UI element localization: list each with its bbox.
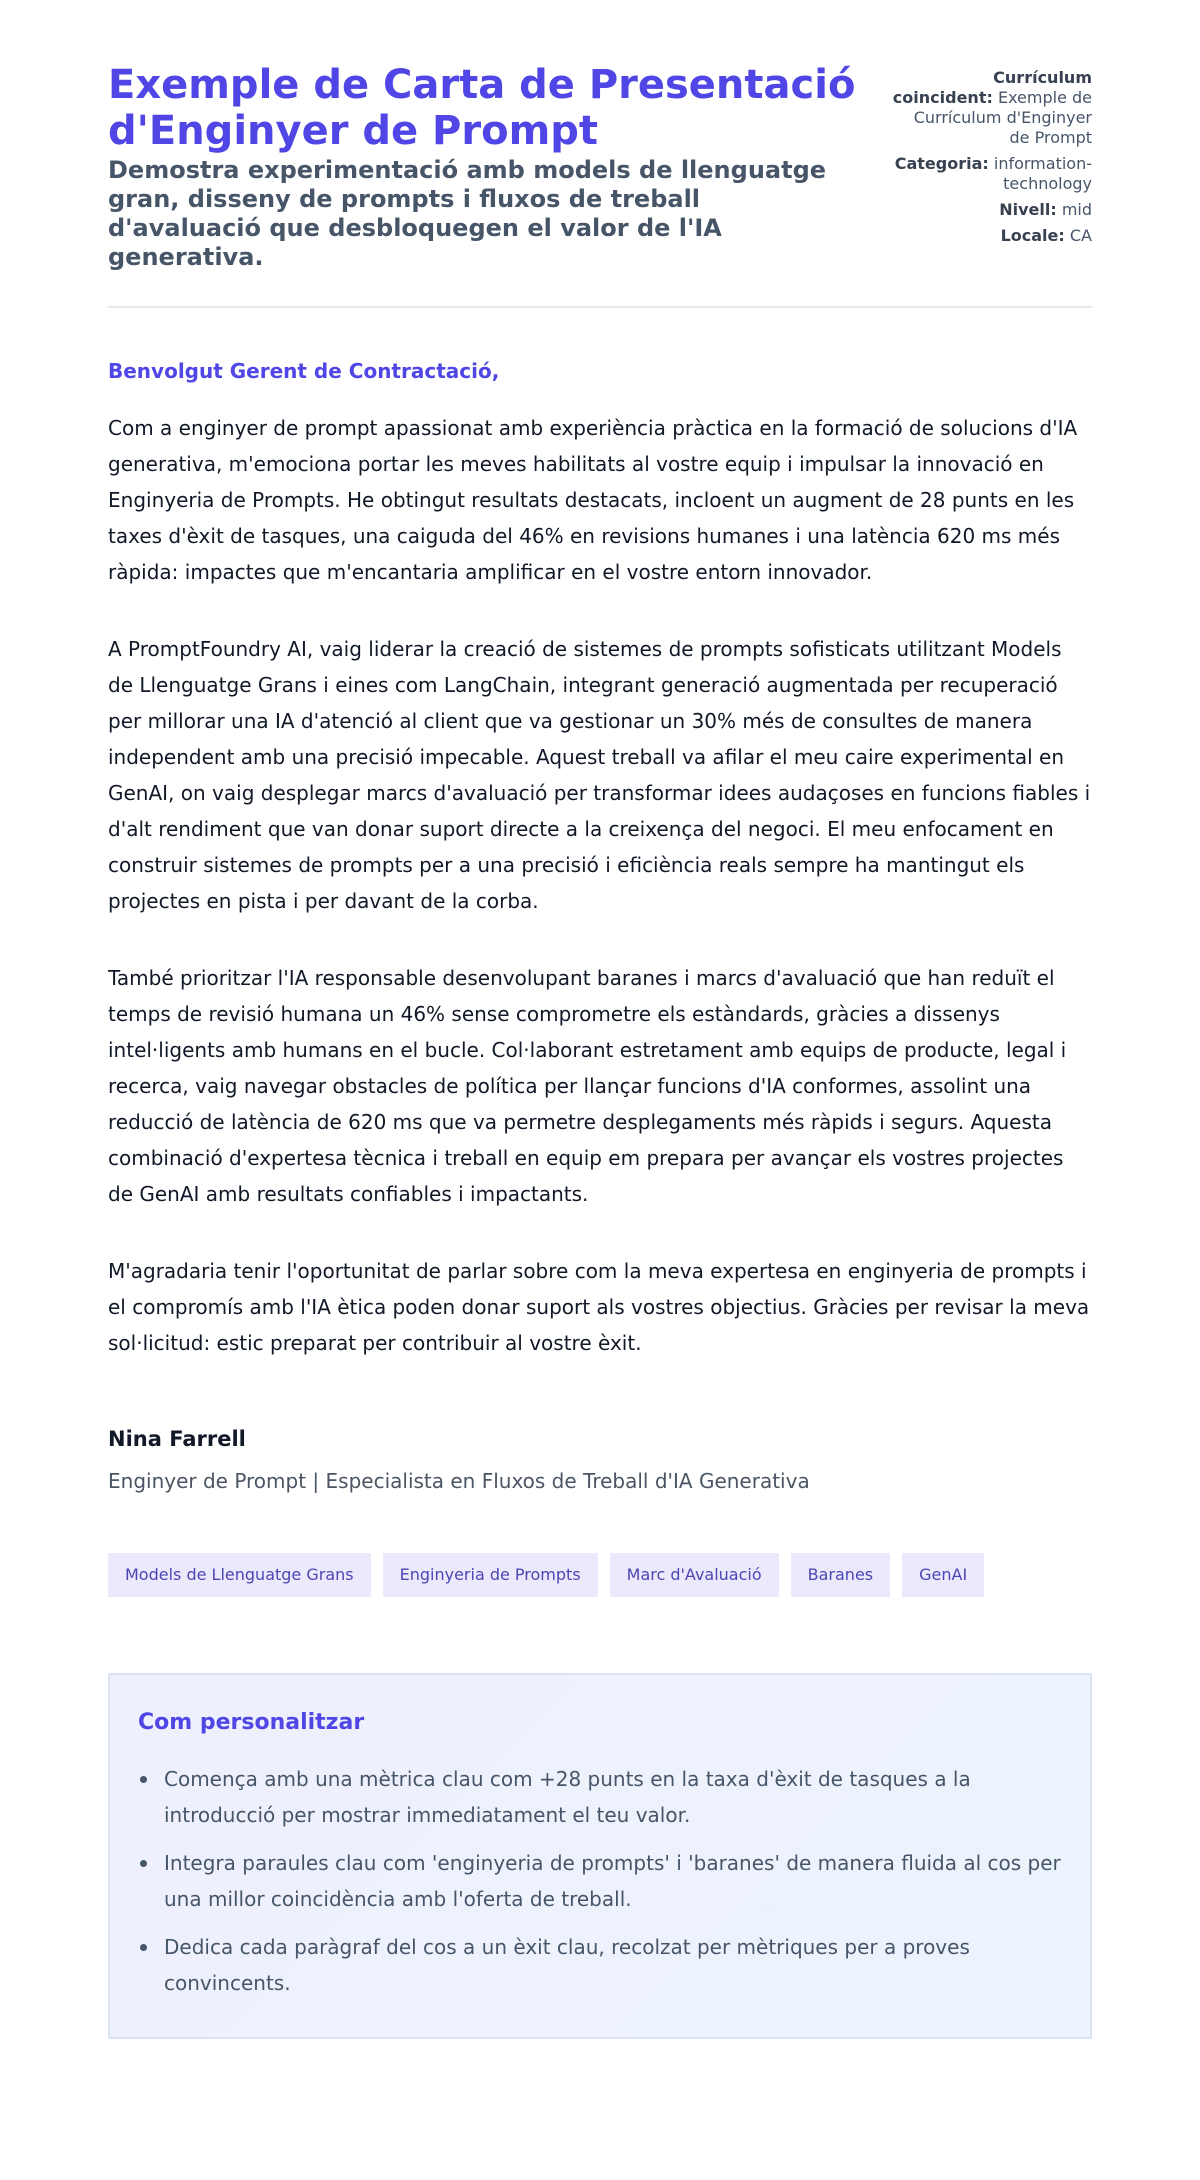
tip-item <box>138 1761 1062 1833</box>
body-paragraph-intro: Com a enginyer de prompt apassionat amb experiència pràctica en la formació de solucions d'IA generativa, m'emociona portar les meves habilitats al vostre equip i impulsar la innovació en Enginyeria de Prompts. He obtingut resultats destacats, incloent un augment de 28 punts en les taxes d'èxit de tasques, una caiguda del 46% en revisions humanes i una latència 620 ms més ràpida: impactes que m'encantaria amplificar en el vostre entorn innovador. <box>108 416 1078 584</box>
meta-matched-resume <box>892 68 1092 148</box>
tips-list <box>138 1761 1062 2001</box>
body-paragraph-responsible-ai: També prioritzar l'IA responsable desenvolupant baranes i marcs d'avaluació que han reduït el temps de revisió humana un 46% sense comprometre els estàndards, gràcies a dissenys intel·ligents amb humans en el bucle. Col·laborant estretament amb equips de producte, legal i recerca, vaig navegar obstacles de política per llançar funcions d'IA conformes, assolint una reducció de latència de 620 ms que va permetre desplegaments més ràpids i segurs. Aquesta combinació d'expertesa tècnica i treball en equip em prepara per avançar els vostres projectes de GenAI amb resultats confiables i impactants. <box>108 966 1067 1206</box>
signature-block <box>108 1425 1092 1495</box>
meta-category <box>892 154 1092 194</box>
tips-title: Com personalitzar <box>138 1710 365 1735</box>
letter-body <box>108 358 1092 1361</box>
meta-category-value: information-technology <box>993 154 1092 193</box>
customization-tips-box <box>108 1673 1092 2039</box>
bullet-icon <box>140 1860 147 1867</box>
page-title: Exemple de Carta de Presentació d'Enginyer de Prompt <box>108 62 856 154</box>
meta-category-label: Categoria: <box>894 154 989 173</box>
tag-evaluation-framework: Marc d'Avaluació <box>610 1553 779 1597</box>
meta-locale <box>892 226 1092 246</box>
body-paragraph-experience: A PromptFoundry AI, vaig liderar la creació de sistemes de prompts sofisticats utilitzant Models de Llenguatge Grans i eines com LangChain, integrant generació augmentada per recuperació per millorar una IA d'atenció al client que va gestionar un 30% més de consultes de manera independent amb una precisió impecable. Aquest treball va afilar el meu caire experimental en GenAI, on vaig desplegar marcs d'avaluació per transformar idees audaçoses en funcions fiables i d'alt rendiment que van donar suport directe a la creixença del negoci. El meu enfocament en construir sistemes de prompts per a una precisió i eficiència reals sempre ha mantingut els projectes en pista i per davant de la corba. <box>108 637 1091 913</box>
tip-text: Comença amb una mètrica clau com +28 punts en la taxa d'èxit de tasques a la introducció per mostrar immediatament el teu valor. <box>164 1767 971 1827</box>
meta-resume-label: Currículum coincident: <box>892 68 1092 107</box>
meta-resume-value: Exemple de Currículum d'Enginyer de Prompt <box>913 88 1092 147</box>
tip-item <box>138 1929 1062 2001</box>
tip-text: Dedica cada paràgraf del cos a un èxit clau, recolzat per mètriques per a proves convincents. <box>164 1935 970 1995</box>
signature-role: Enginyer de Prompt | Especialista en Fluxos de Treball d'IA Generativa <box>108 1469 810 1493</box>
meta-level-label: Nivell: <box>999 200 1057 219</box>
page-header <box>108 62 1092 308</box>
meta-level <box>892 200 1092 220</box>
salutation: Benvolgut Gerent de Contractació, <box>108 359 500 383</box>
page-subtitle: Demostra experimentació amb models de llenguatge gran, disseny de prompts i fluxos de treball d'avaluació que desbloquegen el valor de l'IA generativa. <box>108 156 827 271</box>
keyword-tags <box>108 1553 1092 1597</box>
bullet-icon <box>140 1776 147 1783</box>
header-titles <box>108 62 868 272</box>
tag-guardrails: Baranes <box>791 1553 890 1597</box>
meta-locale-value: CA <box>1069 226 1092 245</box>
tag-genai: GenAI <box>902 1553 984 1597</box>
bullet-icon <box>140 1944 147 1951</box>
tip-item <box>138 1845 1062 1917</box>
signature-name: Nina Farrell <box>108 1427 246 1451</box>
body-paragraph-closing: M'agradaria tenir l'oportunitat de parlar sobre com la meva expertesa en enginyeria de prompts i el compromís amb l'IA ètica poden donar suport als vostres objectius. Gràcies per revisar la meva sol·licitud: estic preparat per contribuir al vostre èxit. <box>108 1259 1090 1355</box>
metadata-panel <box>892 68 1092 252</box>
tag-llm: Models de Llenguatge Grans <box>108 1553 371 1597</box>
tip-text: Integra paraules clau com 'enginyeria de prompts' i 'baranes' de manera fluida al cos per una millor coincidència amb l'oferta de treball. <box>164 1851 1061 1911</box>
tag-prompt-engineering: Enginyeria de Prompts <box>383 1553 598 1597</box>
meta-level-value: mid <box>1061 200 1092 219</box>
meta-locale-label: Locale: <box>1000 226 1065 245</box>
